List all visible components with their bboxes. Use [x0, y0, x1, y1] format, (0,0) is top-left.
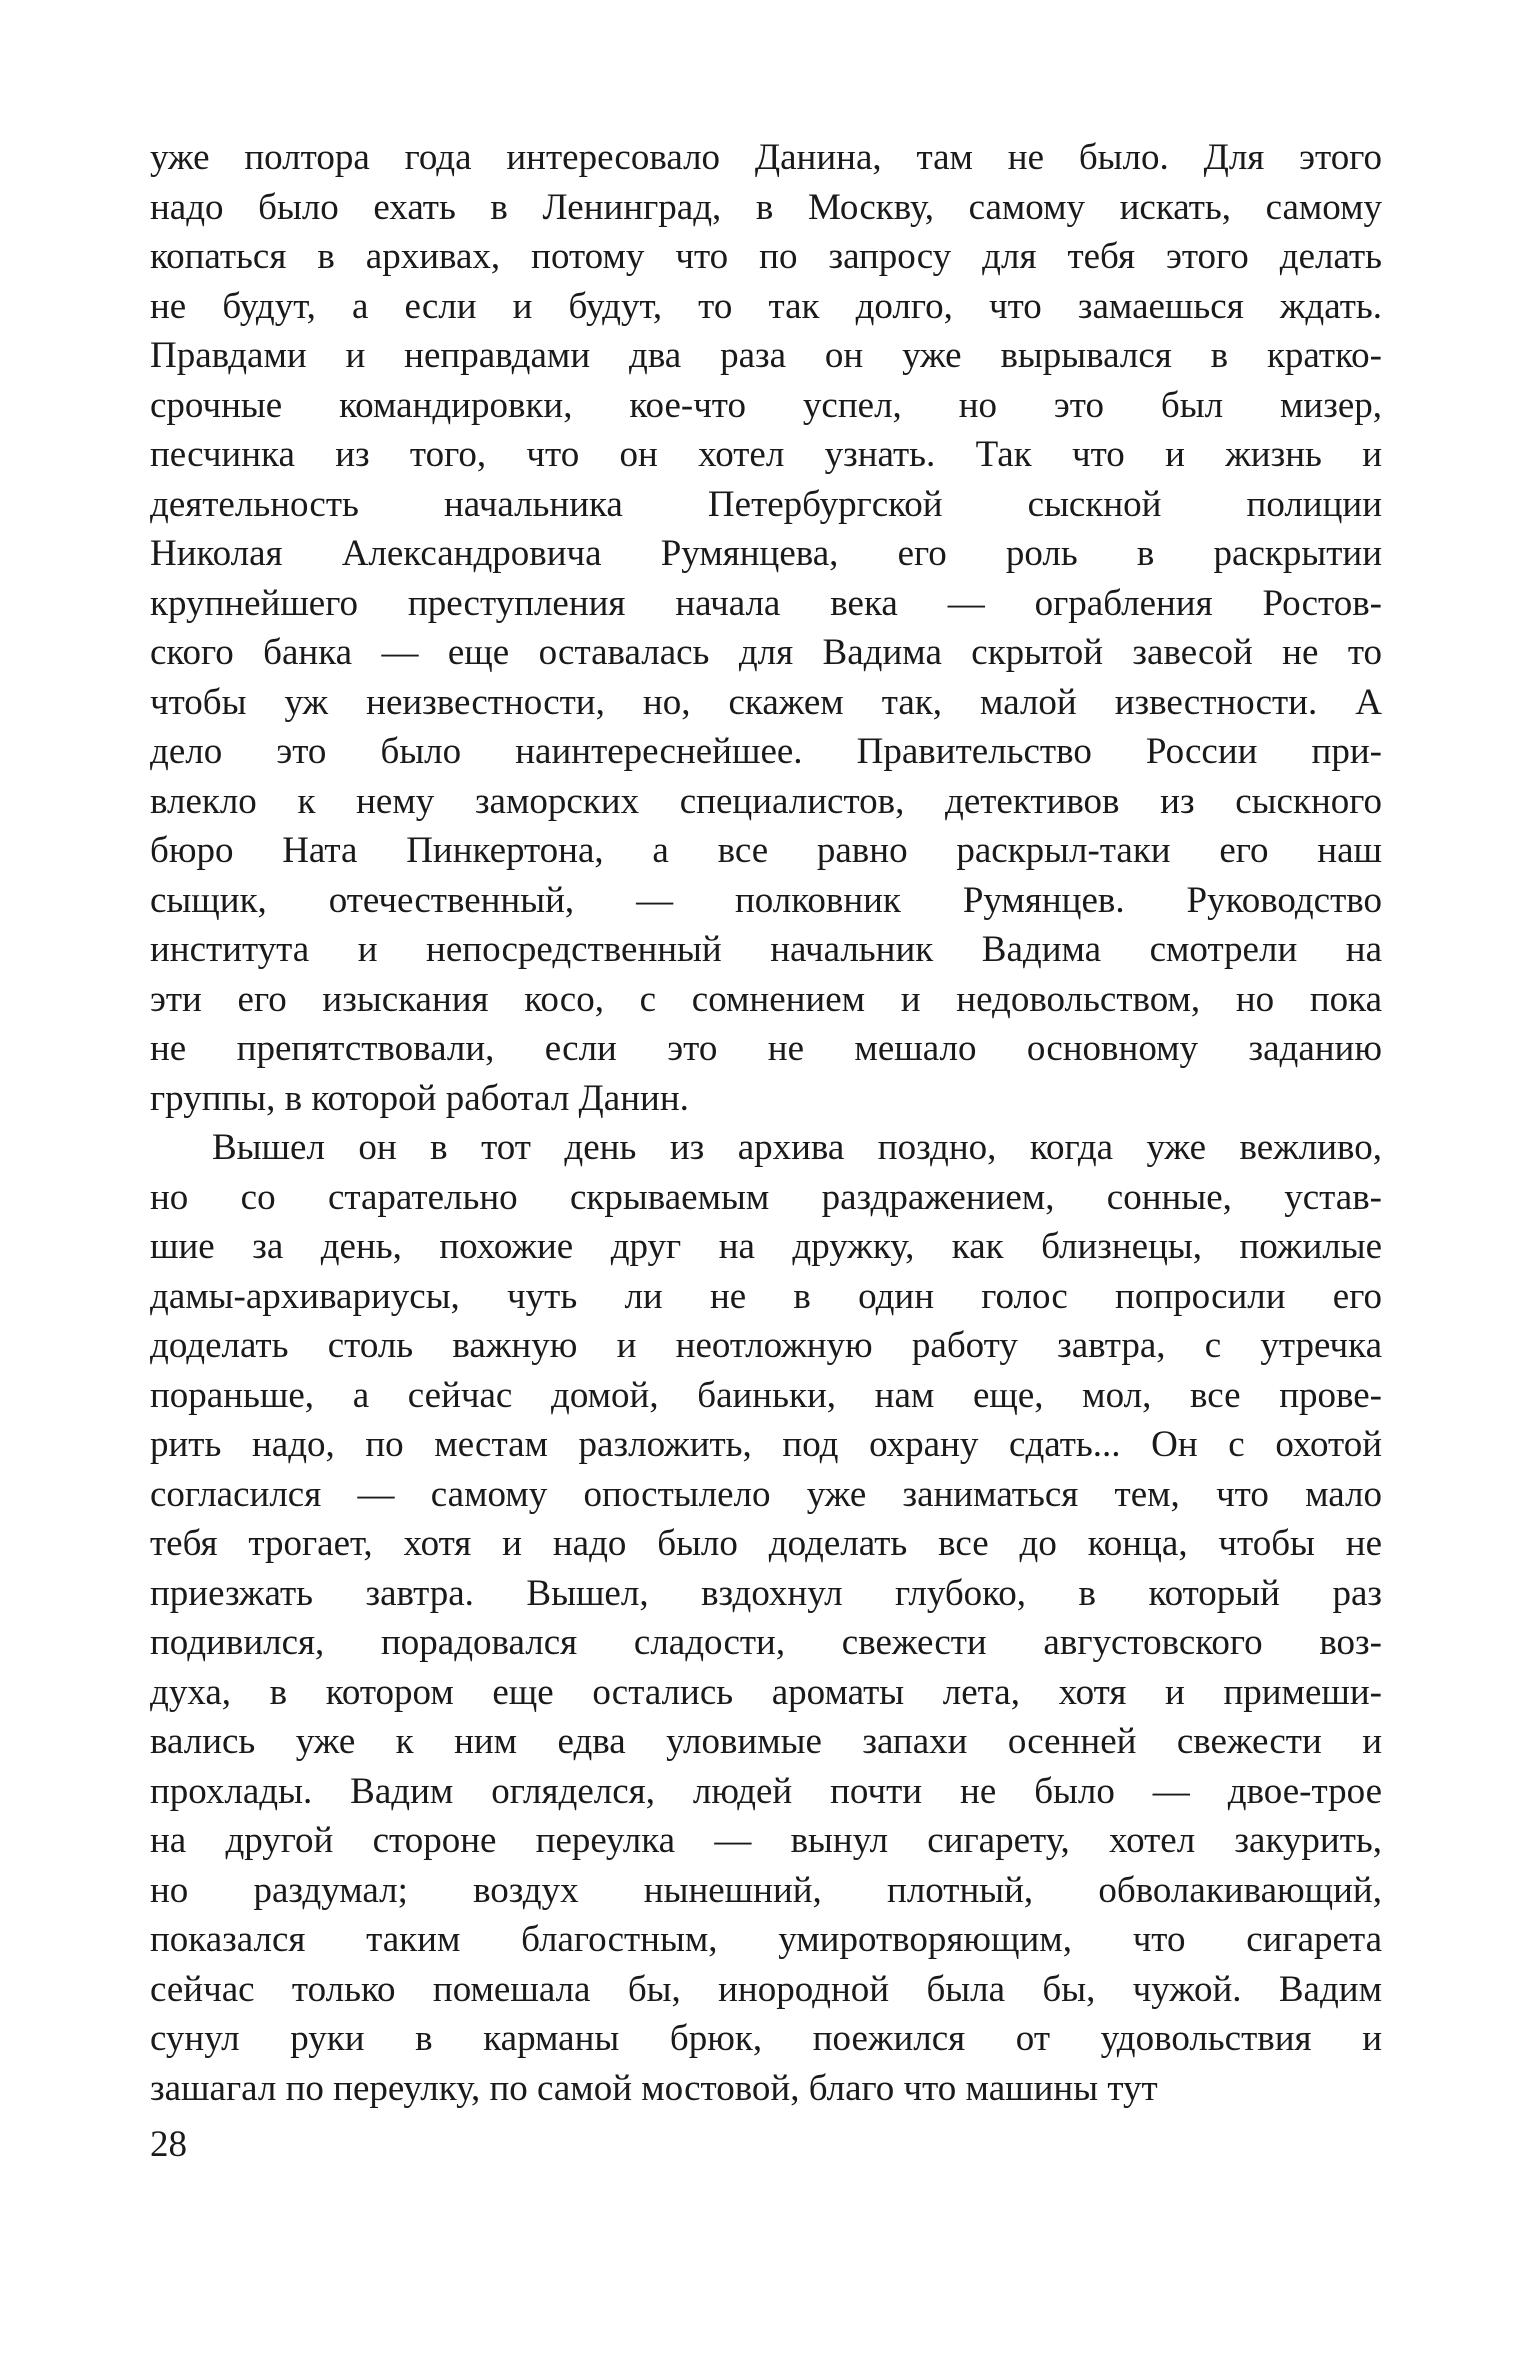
text-line: института и непосредственный начальник Вадима смотрели на — [150, 929, 1382, 970]
text-line: бюро Ната Пинкертона, а все равно раскрыл-таки его наш — [150, 830, 1382, 871]
text-line: сыщик, отечественный, — полковник Румянцев. Руководство — [150, 879, 1382, 921]
text-line: дело это было наинтереснейшее. Правительство России при- — [150, 731, 1382, 772]
text-line: влекло к нему заморских специалистов, детективов из сыскного — [150, 780, 1382, 822]
text-line: доделать столь важную и неотложную работу завтра, с утречка — [150, 1325, 1382, 1366]
text-line: ского банка — еще оставалась для Вадима скрытой завесой не то — [150, 632, 1382, 673]
text-line: вались уже к ним едва уловимые запахи осенней свежести и — [150, 1721, 1382, 1762]
text-line: не препятствовали, если это не мешало основному заданию — [150, 1028, 1382, 1069]
text-line: срочные командировки, кое-что успел, но это был мизер, — [150, 384, 1382, 426]
text-line: копаться в архивах, потому что по запросу для тебя этого делать — [150, 236, 1382, 277]
text-line: рить надо, по местам разложить, под охрану сдать... Он с охотой — [150, 1424, 1382, 1465]
text-line: крупнейшего преступления начала века — ограбления Ростов- — [150, 582, 1382, 624]
text-line: зашагал по переулку, по самой мостовой, благо что машины тут — [150, 2067, 1158, 2109]
text-line: но раздумал; воздух нынешний, плотный, обволакивающий, — [150, 1869, 1382, 1911]
text-line: прохлады. Вадим огляделся, людей почти не было — двое-трое — [150, 1770, 1382, 1812]
text-line: сунул руки в карманы брюк, поежился от удовольствия и — [150, 2018, 1382, 2059]
text-line: Правдами и неправдами два раза он уже вырывался в кратко- — [150, 335, 1382, 376]
body-text — [150, 133, 1382, 2113]
page-number: 28 — [150, 2124, 187, 2165]
text-line: чтобы уж неизвестности, но, скажем так, малой известности. А — [150, 681, 1382, 723]
text-line: песчинка из того, что он хотел узнать. Так что и жизнь и — [150, 434, 1382, 475]
text-line: тебя трогает, хотя и надо было доделать все до конца, чтобы не — [150, 1523, 1382, 1564]
text-line: на другой стороне переулка — вынул сигарету, хотел закурить, — [150, 1820, 1382, 1861]
text-line: не будут, а если и будут, то так долго, что замаешься ждать. — [150, 285, 1382, 327]
text-line: согласился — самому опостылело уже заниматься тем, что мало — [150, 1473, 1382, 1515]
text-line: духа, в котором еще остались ароматы лета, хотя и примеши- — [150, 1671, 1382, 1713]
text-line: но со старательно скрываемым раздражением, сонные, устав- — [150, 1176, 1382, 1218]
text-line: подивился, порадовался сладости, свежести августовского воз- — [150, 1622, 1382, 1663]
text-line: сейчас только помешала бы, инородной была бы, чужой. Вадим — [150, 1968, 1382, 2010]
text-line: группы, в которой работал Данин. — [150, 1077, 689, 1119]
text-line: показался таким благостным, умиротворяющим, что сигарета — [150, 1919, 1382, 1960]
text-line: Николая Александровича Румянцева, его роль в раскрытии — [150, 533, 1382, 574]
text-line: надо было ехать в Ленинград, в Москву, самому искать, самому — [150, 186, 1382, 228]
paragraph — [150, 1123, 1382, 2113]
text-line: уже полтора года интересовало Данина, там не было. Для этого — [150, 137, 1382, 178]
text-line: деятельность начальника Петербургской сыскной полиции — [150, 483, 1382, 525]
paragraph — [150, 133, 1382, 1123]
text-line: шие за день, похожие друг на дружку, как близнецы, пожилые — [150, 1226, 1382, 1267]
text-line: эти его изыскания косо, с сомнением и недовольством, но пока — [150, 978, 1382, 1020]
text-line: дамы-архивариусы, чуть ли не в один голос попросили его — [150, 1275, 1382, 1317]
text-line: Вышел он в тот день из архива поздно, когда уже вежливо, — [212, 1127, 1382, 1168]
text-line: пораньше, а сейчас домой, баиньки, нам еще, мол, все прове- — [150, 1374, 1382, 1416]
text-line: приезжать завтра. Вышел, вздохнул глубоко, в который раз — [150, 1572, 1382, 1614]
